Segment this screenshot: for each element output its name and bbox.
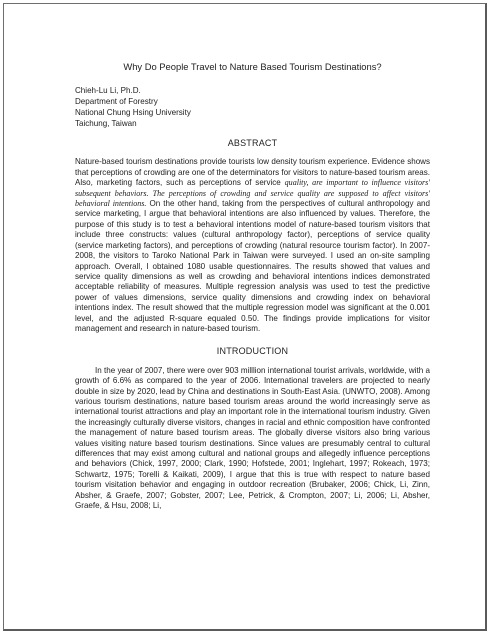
author-university: National Chung Hsing University xyxy=(75,108,191,118)
abstract-heading: ABSTRACT xyxy=(227,138,278,149)
page-frame xyxy=(3,3,487,631)
paper-title: Why Do People Travel to Nature Based Tourism Destinations? xyxy=(123,61,382,72)
author-block xyxy=(75,86,430,130)
abstract-text-part2: On the other hand, taking from the perspectives of cultural anthropology and service marketing, I argue that behavioral intentions are also influenced by values. Therefore, the purpose of this study is to test a behavioral intentions model of nature-based tourism visitors that include three constructs: values (cultural anthropology factor), perceptions of service quality (service marketing factors), and perceptions of crowding (natural resource tourism factor). In 2007-2008, the visitors to Taroko National Park in Taiwan were surveyed. I used an on-site sampling approach. Overall, I obtained 1080 usable questionnaires. The results showed that values and service quality dimensions as well as crowding and behavioral intentions indices demonstrated acceptable reliability of measures. Multiple regression analysis was used to test the predictive power of values dimensions, service quality dimensions and crowding index on behavioral intentions index. The result showed that the multiple regression model was significant at the 0.001 level, and the adjusted R-square equaled 0.50. The findings provide implications for visitor management and research in nature-based tourism. xyxy=(75,199,430,333)
abstract-text-part1: Nature-based tourism destinations provide tourists low density tourism experience. Evidence shows that perceptions of crowding are one of the determinators for visitors to nature-based tourism areas. Also, marketing factors, such as perceptions of service xyxy=(75,157,430,188)
author-location: Taichung, Taiwan xyxy=(75,119,137,129)
abstract-text xyxy=(75,157,430,334)
author-name: Chieh-Lu Li, Ph.D. xyxy=(75,86,141,96)
paper-page xyxy=(75,62,430,511)
introduction-heading: INTRODUCTION xyxy=(216,346,289,357)
introduction-paragraph: In the year of 2007, there were over 903 milllion international tourist arrivals, worldwide, with a growth of 6.6% as compared to the year of 2006. International travelers are projected to nearly double in size by 2020, lead by China and destinations in South-East Asia. (UNWTO, 2008). Among various tourism destinations, nature based tourism areas around the world increasingly serve as international tourist attractions and play an important role in the international tourism industry. Given the increasingly culturally diverse visitors, changes in racial and ethnic composition have confronted the management of nature based tourism areas. The globally diverse visitors also bring various values visiting nature based tourism destinations. Since values are presumably central to cultural differences that may exist among cultural and national groups and allegedly influence perceptions and behaviors (Chick, 1997, 2000; Clark, 1990; Hofstede, 2001; Inglehart, 1997; Rokeach, 1973; Schwartz, 1975; Torelli & Kaikati, 2009), I argue that this is true with respect to nature based tourism visitation behavior and engaging in outdoor recreation (Brubaker, 2006; Chick, Li, Zinn, Absher, & Graefe, 2007; Gobster, 2007; Lee, Petrick, & Crompton, 2007; Li, 2006; Li, Absher, Graefe, & Hsu, 2008; Li, xyxy=(75,365,430,511)
abstract-text-italic: quality, are important to influence visitors' subsequent behaviors. The perceptions of crowding and service quality are supposed to affect visitors' behavioral intentions. xyxy=(75,178,430,209)
author-department: Department of Forestry xyxy=(75,97,158,107)
